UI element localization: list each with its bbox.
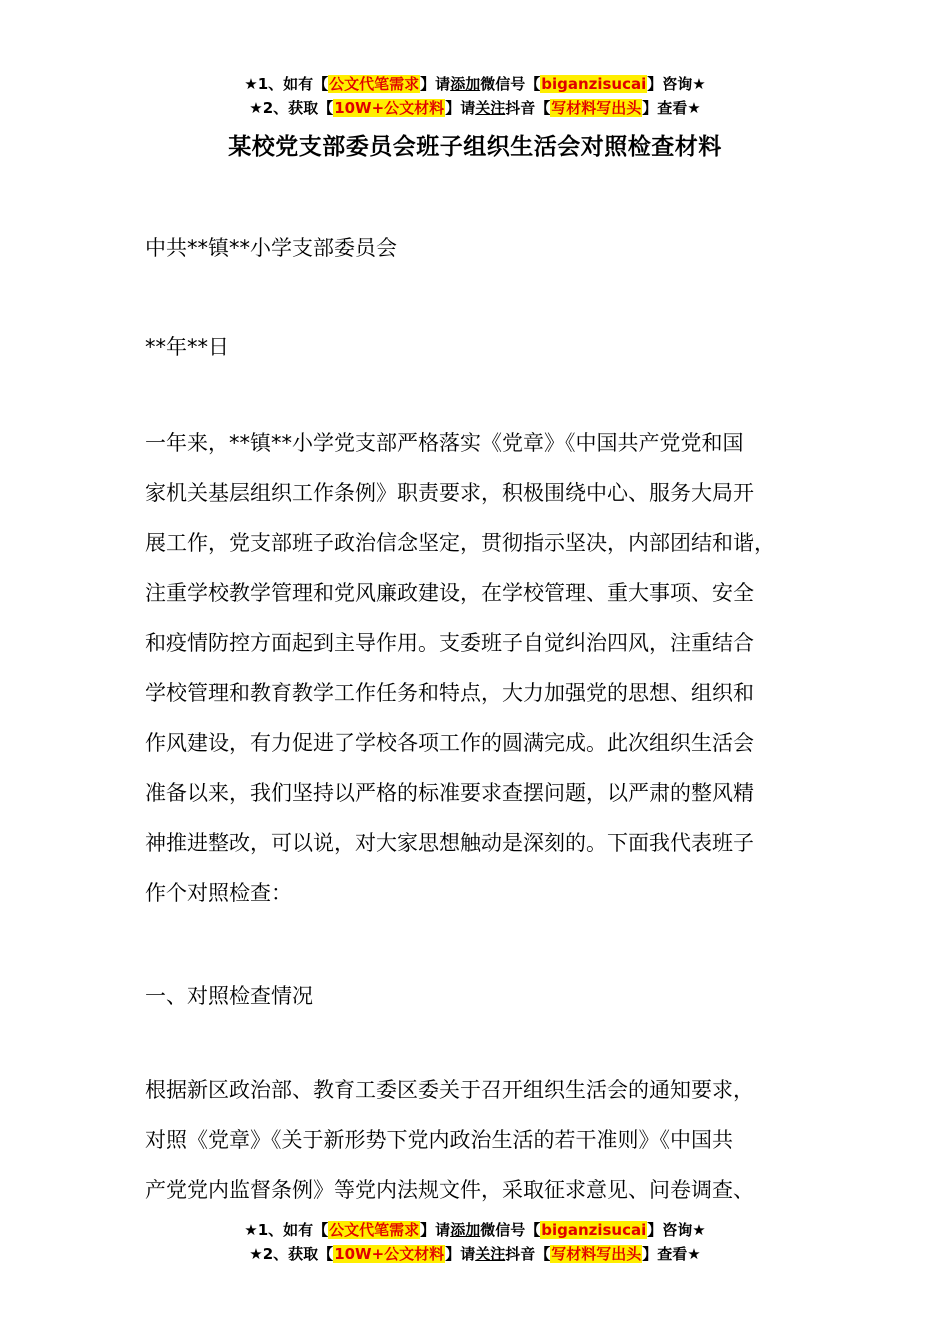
banner-highlight: 写材料写出头 [551,1245,642,1263]
banner-text: 微信号【 [480,1221,541,1239]
paragraph-line: 根据新区政治部、教育工委区委关于召开组织生活会的通知要求， [145,1078,754,1102]
banner-text: 】请 [445,1245,476,1263]
paragraph-line: 和疫情防控方面起到主导作用。支委班子自觉纠治四风，注重结合 [145,631,754,655]
document-date: **年**日 [145,335,229,359]
paragraph-line: 一年来，**镇**小学党支部严格落实《党章》《中国共产党党和国 [145,431,744,455]
footer-banner [0,1218,950,1266]
banner-text: 】咨询★ [647,1221,706,1239]
paragraph-line: 作风建设，有力促进了学校各项工作的圆满完成。此次组织生活会 [145,731,754,755]
paragraph-line: 展工作，党支部班子政治信念坚定，贯彻指示坚决，内部团结和谐， [145,531,775,555]
banner-text: 抖音【 [505,1245,551,1263]
banner-line-2 [0,96,950,120]
paragraph-1 [145,418,775,918]
banner-highlight: biganzisucai [541,1221,647,1239]
banner-highlight: 10W+公文材料 [334,1245,445,1263]
banner-line-1 [0,72,950,96]
banner-text: ★2、获取【 [249,1245,334,1263]
banner-highlight: 写材料写出头 [551,99,642,117]
paragraph-line: 家机关基层组织工作条例》职责要求，积极围绕中心、服务大局开 [145,481,754,505]
paragraph-line: 注重学校教学管理和党风廉政建设，在学校管理、重大事项、安全 [145,581,754,605]
banner-underline: 关注 [475,99,506,117]
banner-text: ★1、如有【 [244,1221,329,1239]
banner-underline: 关注 [475,1245,506,1263]
banner-text: 】请 [420,1221,451,1239]
paragraph-line: 学校管理和教育教学工作任务和特点，大力加强党的思想、组织和 [145,681,754,705]
section-heading: 一、对照检查情况 [145,984,313,1008]
banner-highlight: 公文代笔需求 [329,75,420,93]
paragraph-2 [145,1065,754,1215]
banner-text: ★2、获取【 [249,99,334,117]
paragraph-line: 对照《党章》《关于新形势下党内政治生活的若干准则》《中国共 [145,1128,733,1152]
banner-line-2 [0,1242,950,1266]
banner-text: 】请 [420,75,451,93]
paragraph-line: 作个对照检查： [145,881,292,905]
paragraph-line: 神推进整改，可以说，对大家思想触动是深刻的。下面我代表班子 [145,831,754,855]
document-title: 某校党支部委员会班子组织生活会对照检查材料 [228,134,722,160]
banner-text: 】咨询★ [647,75,706,93]
banner-line-1 [0,1218,950,1242]
banner-highlight: 10W+公文材料 [334,99,445,117]
banner-highlight: 公文代笔需求 [329,1221,420,1239]
paragraph-line: 准备以来，我们坚持以严格的标准要求查摆问题，以严肃的整风精 [145,781,754,805]
banner-text: 抖音【 [505,99,551,117]
banner-text: ★1、如有【 [244,75,329,93]
banner-text: 】查看★ [642,99,701,117]
banner-text: 】查看★ [642,1245,701,1263]
paragraph-line: 产党党内监督条例》等党内法规文件，采取征求意见、问卷调查、 [145,1178,754,1202]
banner-text: 微信号【 [480,75,541,93]
banner-text: 】请 [445,99,476,117]
header-banner [0,72,950,120]
banner-underline: 添加 [450,1221,481,1239]
banner-underline: 添加 [450,75,481,93]
organization-name: 中共**镇**小学支部委员会 [145,236,397,260]
banner-highlight: biganzisucai [541,75,647,93]
